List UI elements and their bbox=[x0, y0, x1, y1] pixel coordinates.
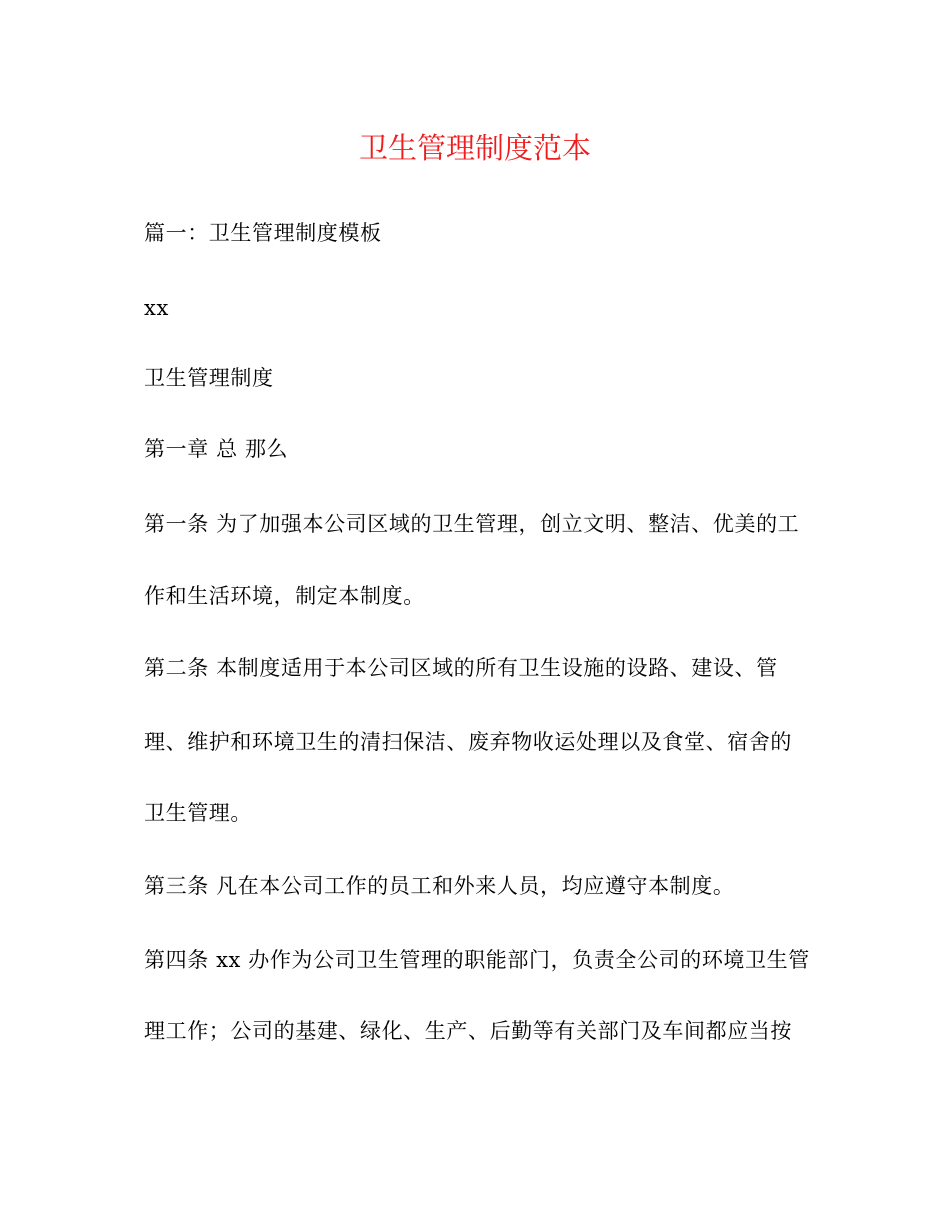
paragraph-line: 第二条 本制度适用于本公司区域的所有卫生设施的设路、建设、管 bbox=[144, 656, 778, 680]
regulation-title: 卫生管理制度 bbox=[144, 366, 274, 390]
paragraph-line: 第一条 为了加强本公司区域的卫生管理，创立文明、整洁、优美的工 bbox=[144, 512, 800, 536]
paragraph-line: 作和生活环境，制定本制度。 bbox=[144, 584, 425, 608]
paragraph-line: 理工作；公司的基建、绿化、生产、后勤等有关部门及车间都应当按 bbox=[144, 1019, 792, 1043]
section-heading: 篇一：卫生管理制度模板 bbox=[144, 221, 382, 245]
paragraph-line: 第四条 xx 办作为公司卫生管理的职能部门，负责全公司的环境卫生管 bbox=[144, 948, 810, 972]
paragraph-line: 第三条 凡在本公司工作的员工和外来人员，均应遵守本制度。 bbox=[144, 874, 735, 898]
chapter-heading: 第一章 总 那么 bbox=[144, 437, 289, 461]
paragraph-line: 理、维护和环境卫生的清扫保洁、废弃物收运处理以及食堂、宿舍的 bbox=[144, 730, 792, 754]
document-title: 卫生管理制度范本 bbox=[358, 131, 591, 165]
company-name: xx bbox=[144, 296, 169, 320]
paragraph-line: 卫生管理。 bbox=[144, 801, 252, 825]
